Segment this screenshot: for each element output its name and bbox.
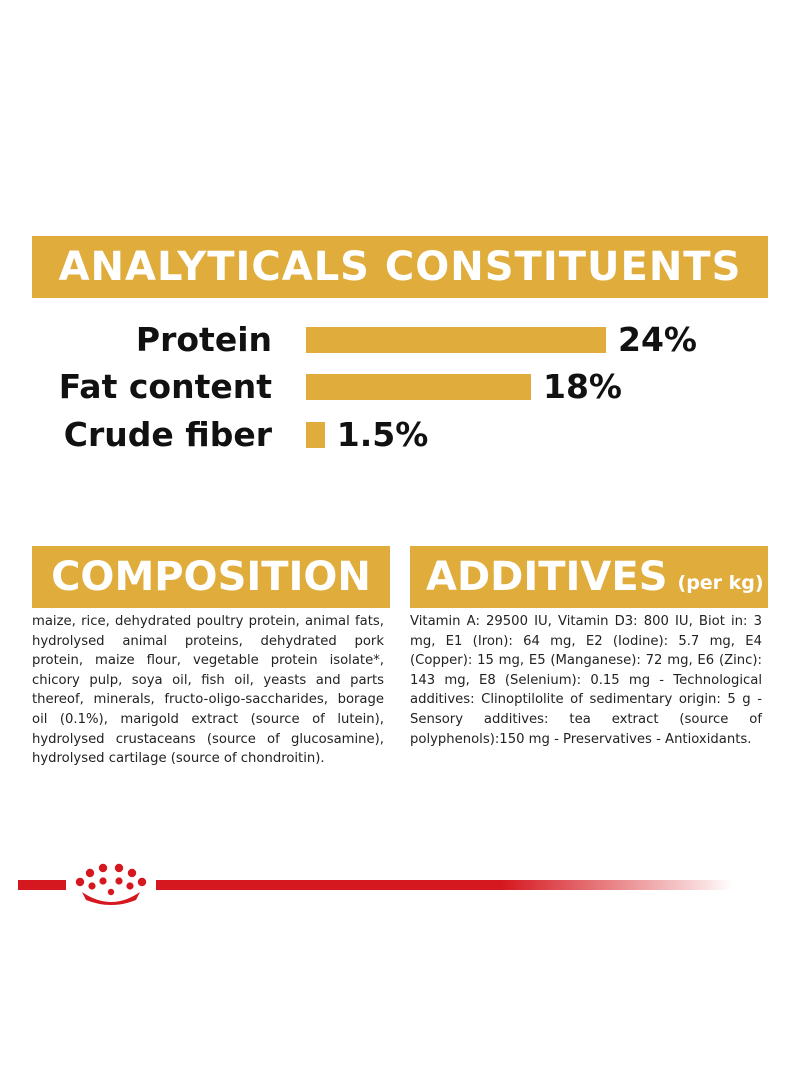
additives-text: Vitamin A: 29500 IU, Vitamin D3: 800 IU, Biot in: 3 mg, E1 (Iron): 64 mg, E2 (Iodine): 5.7 mg, E4 (Copper): 15 mg, E5 (Manganese): 72 mg, E6 (Zinc): 143 mg, E8 (Selenium): 0.15 mg - Technological additives: Clinoptilolite of sedimentary origin: 5 g - Sensory additives: tea extract (source of polyphenols):150 mg - Preservatives - Antioxidants. xyxy=(410,614,762,747)
protein-value: 24% xyxy=(618,320,697,359)
composition-title: COMPOSITION xyxy=(51,554,371,600)
crown-icon xyxy=(70,862,152,908)
composition-text: maize, rice, dehydrated poultry protein, animal fats, hydrolysed animal proteins, dehydrated pork protein, maize flour, vegetable protein isolate*, chicory pulp, soya oil, fish oil, yeasts and parts thereof, minerals, fructo-oligo-saccharides, borage oil (0.1%), marigold extract (source of lutein), hydrolysed crustaceans (source of glucosamine), hydrolysed cartilage (source of chondroitin). xyxy=(32,614,384,767)
composition-title-banner xyxy=(32,546,390,608)
crude-fiber-bar xyxy=(306,422,325,448)
brand-line-right xyxy=(156,880,732,890)
additives-title: ADDITIVES xyxy=(426,554,668,600)
protein-label: Protein xyxy=(135,320,272,359)
analytics-title-banner xyxy=(32,236,768,298)
crude-fiber-label: Crude fiber xyxy=(63,415,272,454)
protein-bar xyxy=(306,327,606,353)
brand-line-left xyxy=(18,880,66,890)
additives-subtitle: (per kg) xyxy=(677,572,764,594)
fat-content-bar xyxy=(306,374,531,400)
fat-content-value: 18% xyxy=(543,367,622,406)
additives-title-banner xyxy=(410,546,768,608)
fat-content-label: Fat content xyxy=(58,367,272,406)
analytics-title: ANALYTICALS CONSTITUENTS xyxy=(58,244,742,290)
crude-fiber-value: 1.5% xyxy=(336,415,429,454)
